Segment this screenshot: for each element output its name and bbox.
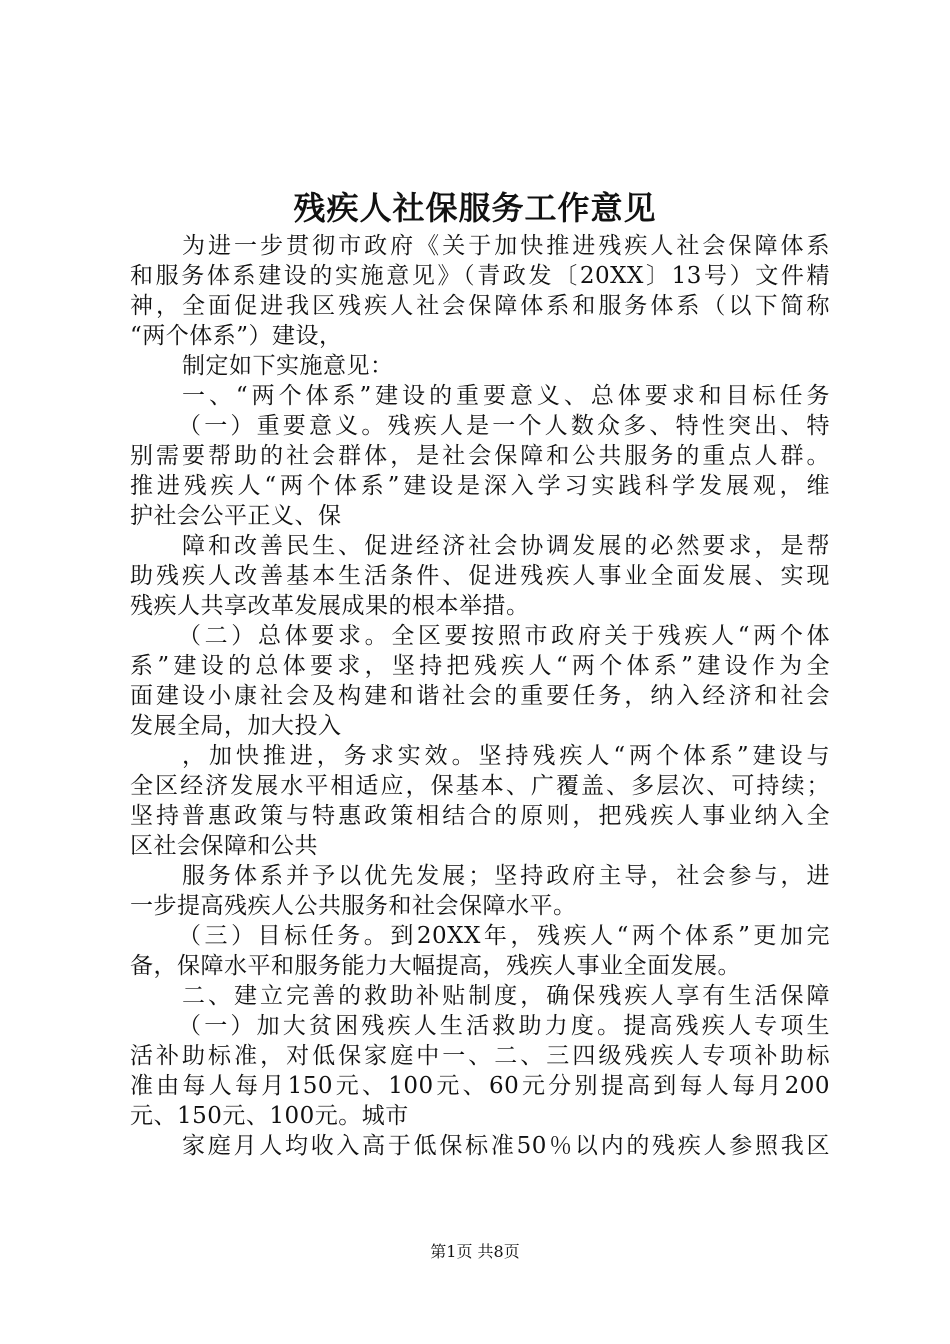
body-line: 推进残疾人“两个体系”建设是深入学习实践科学发展观，维 <box>130 473 830 499</box>
document-body <box>130 231 830 1161</box>
section-heading-line: 二、建立完善的救助补贴制度，确保残疾人享有生活保障 <box>182 983 830 1009</box>
body-line: “两个体系”）建设， <box>130 323 343 349</box>
document-title: 残疾人社保服务工作意见 <box>293 189 657 227</box>
body-line: ，加快推进，务求实效。坚持残疾人“两个体系”建设与 <box>182 743 830 769</box>
body-line: （三）目标任务。到20XX年，残疾人“两个体系”更加完 <box>178 923 830 949</box>
body-line: 面建设小康社会及构建和谐社会的重要任务，纳入经济和社会 <box>130 683 830 709</box>
body-line: 神，全面促进我区残疾人社会保障体系和服务体系（以下简称 <box>130 293 830 319</box>
body-line: （二）总体要求。全区要按照市政府关于残疾人“两个体 <box>178 623 830 649</box>
body-line: 护社会公平正义、保 <box>130 503 342 529</box>
body-line: 别需要帮助的社会群体，是社会保障和公共服务的重点人群。 <box>130 443 830 469</box>
body-line: 系”建设的总体要求，坚持把残疾人“两个体系”建设作为全 <box>130 653 830 679</box>
page-footer: 第1页 共8页 <box>430 1242 520 1261</box>
body-line: 残疾人共享改革发展成果的根本举措。 <box>130 593 530 619</box>
body-line: 家庭月人均收入高于低保标准50％以内的残疾人参照我区 <box>182 1133 830 1159</box>
body-line: 一步提高残疾人公共服务和社会保障水平。 <box>130 893 577 919</box>
body-line: 发展全局，加大投入 <box>130 713 342 739</box>
body-line: 障和改善民生、促进经济社会协调发展的必然要求，是帮 <box>182 533 830 559</box>
body-line: 坚持普惠政策与特惠政策相结合的原则，把残疾人事业纳入全 <box>130 803 830 829</box>
section-heading-line: 一、“两个体系”建设的重要意义、总体要求和目标任务 <box>182 383 830 409</box>
body-line: 活补助标准，对低保家庭中一、二、三四级残疾人专项补助标 <box>130 1043 830 1069</box>
body-line: 元、150元、100元。城市 <box>130 1103 409 1129</box>
body-line: 和服务体系建设的实施意见》（青政发〔20XX〕13号）文件精 <box>130 263 830 289</box>
body-line: 全区经济发展水平相适应，保基本、广覆盖、多层次、可持续； <box>130 773 830 799</box>
body-line: 助残疾人改善基本生活条件、促进残疾人事业全面发展、实现 <box>130 563 830 589</box>
body-line: （一）重要意义。残疾人是一个人数众多、特性突出、特 <box>178 413 830 439</box>
body-line: 备，保障水平和服务能力大幅提高，残疾人事业全面发展。 <box>130 953 741 979</box>
body-line: 区社会保障和公共 <box>130 833 318 859</box>
body-line: （一）加大贫困残疾人生活救助力度。提高残疾人专项生 <box>178 1013 830 1039</box>
body-line: 制定如下实施意见： <box>182 353 394 379</box>
body-line: 准由每人每月150元、100元、60元分别提高到每人每月200 <box>130 1073 830 1099</box>
body-line: 为进一步贯彻市政府《关于加快推进残疾人社会保障体系 <box>182 233 830 259</box>
body-line: 服务体系并予以优先发展；坚持政府主导，社会参与，进 <box>182 863 830 889</box>
